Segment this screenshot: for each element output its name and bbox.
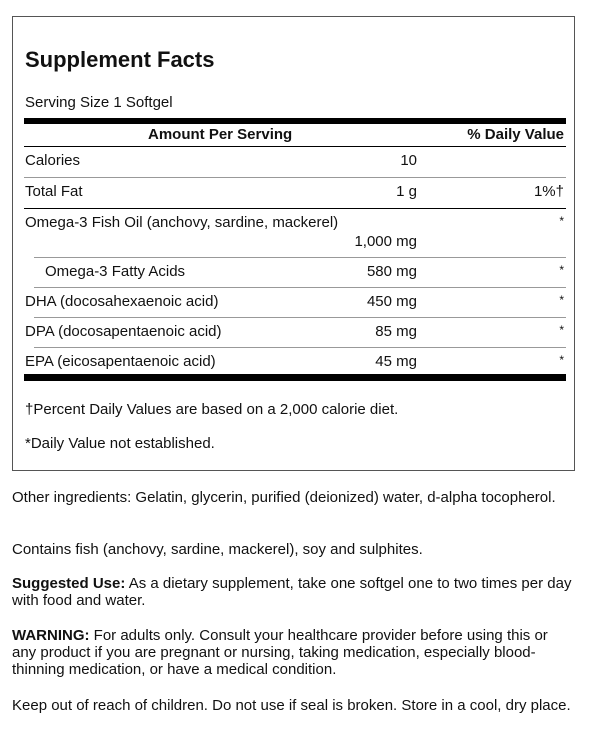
row-total-fat-amount: 1 g — [396, 183, 417, 200]
facts-title: Supplement Facts — [25, 47, 215, 72]
row-omega3-fatty-acids-amount: 580 mg — [366, 263, 417, 280]
header-daily-value: % Daily Value — [467, 126, 564, 143]
warning-text: For adults only. Consult your healthcare provider before using this or any product if you are pregnant or nursing, taking medication, especially blood-thinning medication, or have a medical condition. — [12, 627, 548, 678]
header-amount-per-serving: Amount Per Serving — [148, 126, 293, 143]
row-epa-dv: * — [559, 353, 564, 367]
row-calories-name: Calories — [25, 152, 81, 169]
row-dha-name: DHA (docosahexaenoic acid) — [25, 293, 219, 310]
row-omega3-fatty-acids-dv: * — [559, 263, 564, 277]
row-divider — [34, 347, 566, 348]
row-dpa-name: DPA (docosapentaenoic acid) — [25, 323, 222, 340]
other-ingredients: Other ingredients: Gelatin, glycerin, purified (deionized) water, d-alpha tocopherol. — [12, 489, 556, 506]
row-fish-oil-amount: 1,000 mg — [354, 233, 417, 250]
row-divider — [34, 317, 566, 318]
row-dpa-amount: 85 mg — [375, 323, 417, 340]
supplement-facts-panel — [12, 16, 575, 471]
row-divider — [34, 287, 566, 288]
row-dpa-dv: * — [559, 323, 564, 337]
top-thick-bar — [24, 118, 566, 124]
suggested-use-label: Suggested Use: — [12, 575, 126, 592]
warning-label: WARNING: — [12, 627, 90, 644]
warning — [12, 627, 572, 678]
row-dha-amount: 450 mg — [366, 293, 417, 310]
footnote-daily-values: †Percent Daily Values are based on a 2,000 calorie diet. — [25, 401, 399, 418]
bottom-thick-bar — [24, 374, 566, 381]
storage-instructions: Keep out of reach of children. Do not use if seal is broken. Store in a cool, dry place. — [12, 697, 571, 714]
row-fish-oil-dv: * — [559, 214, 564, 228]
allergen-statement: Contains fish (anchovy, sardine, mackerel), soy and sulphites. — [12, 541, 423, 558]
row-fish-oil-name: Omega-3 Fish Oil (anchovy, sardine, mackerel) — [25, 214, 339, 231]
row-total-fat-name: Total Fat — [25, 183, 83, 200]
header-rule — [24, 146, 566, 147]
row-dha-dv: * — [559, 293, 564, 307]
footnote-not-established: *Daily Value not established. — [25, 435, 215, 452]
row-epa-name: EPA (eicosapentaenoic acid) — [25, 353, 216, 370]
row-epa-amount: 45 mg — [375, 353, 417, 370]
row-omega3-fatty-acids-name: Omega-3 Fatty Acids — [45, 263, 186, 280]
row-divider-thick — [24, 208, 566, 209]
suggested-use — [12, 575, 572, 609]
serving-size: Serving Size 1 Softgel — [25, 94, 173, 111]
suggested-use-text: As a dietary supplement, take one softgel one to two times per day with food and water. — [12, 575, 572, 609]
row-divider — [24, 177, 566, 178]
row-calories-amount: 10 — [400, 152, 417, 169]
row-divider — [34, 257, 566, 258]
row-total-fat-dv: 1%† — [533, 183, 564, 200]
